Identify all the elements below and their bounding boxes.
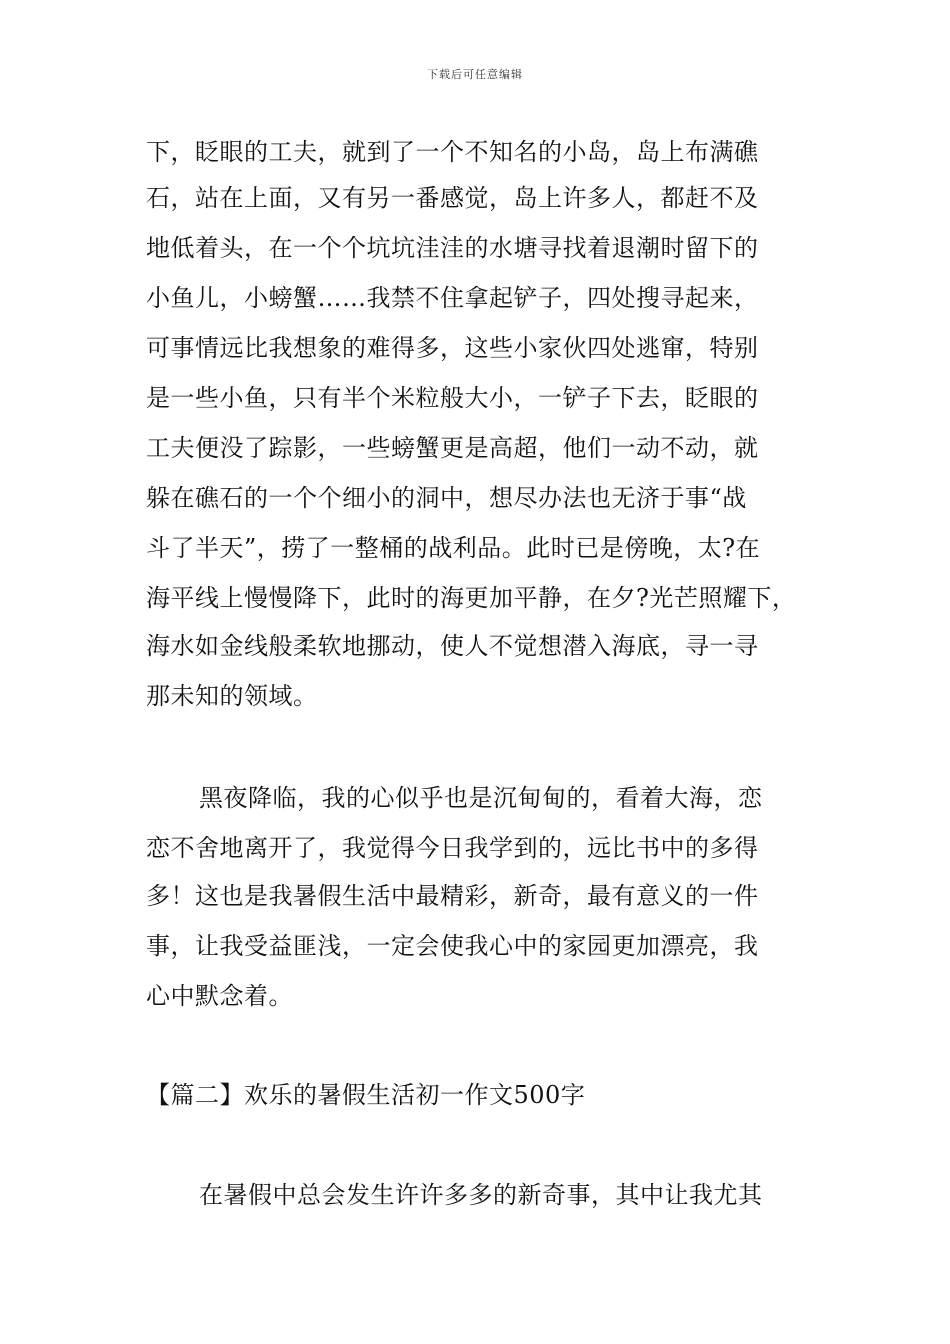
text-line: 海水如金线般柔软地挪动，使人不觉想潜入海底，寻一寻 (146, 632, 759, 660)
text-line: 小鱼儿，小螃蟹……我禁不住拿起铲子，四处搜寻起来， (146, 284, 759, 312)
text-line: 是一些小鱼，只有半个米粒般大小，一铲子下去，眨眼的 (146, 384, 759, 412)
page-header: 下载后可任意编辑 (427, 68, 523, 81)
text-line: 事，让我受益匪浅，一定会使我心中的家园更加漂亮，我 (146, 932, 759, 960)
text-line: 可事情远比我想象的难得多，这些小家伙四处逃窜，特别 (146, 334, 759, 362)
text-line: 躲在礁石的一个个细小的洞中，想尽办法也无济于事“战 (146, 484, 747, 512)
text-line: 在暑假中总会发生许许多多的新奇事，其中让我尤其 (199, 1181, 763, 1209)
text-line: 斗了半天”，捞了一整桶的战利品。此时已是傍晚，太?在 (146, 534, 761, 562)
text-line: 那未知的领域。 (146, 682, 318, 710)
text-line: 海平线上慢慢降下，此时的海更加平静，在夕?光芒照耀下， (146, 584, 797, 612)
text-line: 地低着头，在一个个坑坑洼洼的水塘寻找着退潮时留下的 (146, 234, 759, 262)
text-line: 黑夜降临，我的心似乎也是沉甸甸的，看着大海，恋 (199, 784, 763, 812)
text-line: 下，眨眼的工夫，就到了一个不知名的小岛，岛上布满礁 (146, 138, 759, 166)
text-line: 恋不舍地离开了，我觉得今日我学到的，远比书中的多得 (146, 834, 759, 862)
text-line: 石，站在上面，又有另一番感觉，岛上许多人，都赶不及 (146, 184, 759, 212)
section-title: 【篇二】欢乐的暑假生活初一作文500字 (146, 1081, 586, 1109)
text-line: 心中默念着。 (146, 982, 293, 1010)
text-line: 多！这也是我暑假生活中最精彩，新奇，最有意义的一件 (146, 882, 759, 910)
text-line: 工夫便没了踪影，一些螃蟹更是高超，他们一动不动，就 (146, 434, 759, 462)
